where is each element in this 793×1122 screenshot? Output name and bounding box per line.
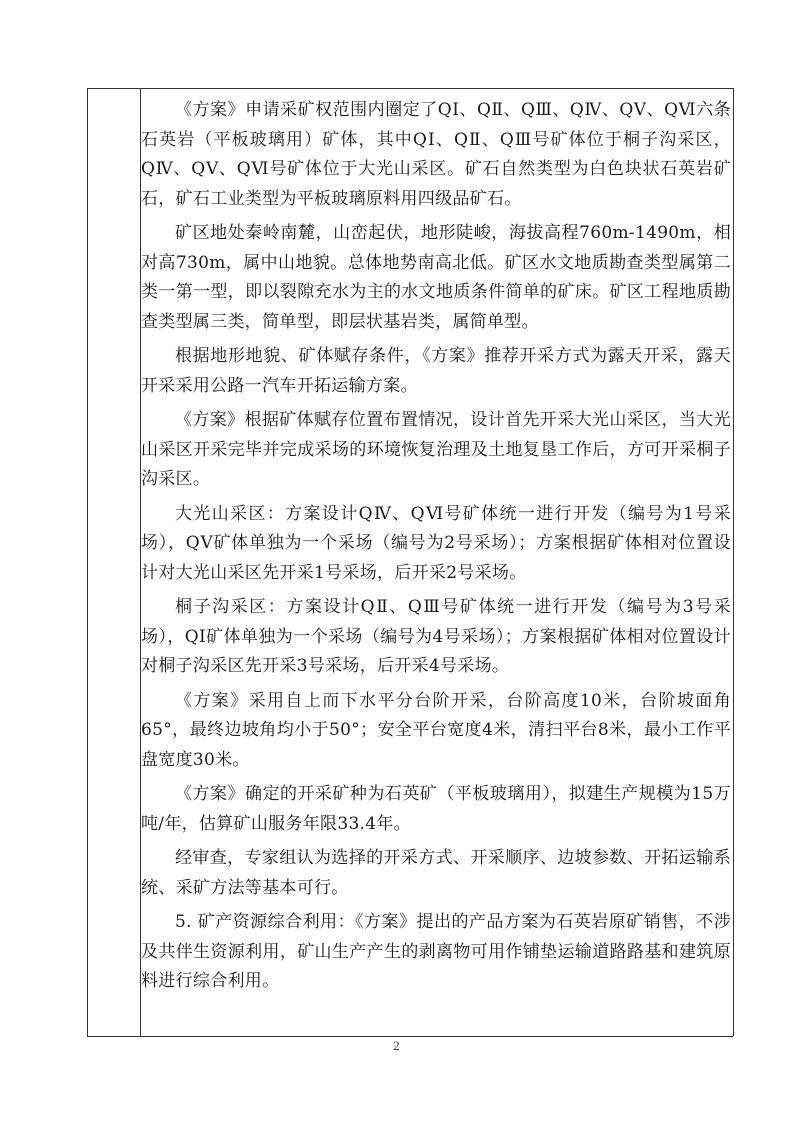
paragraph-tongzigou-area: 桐子沟采区：方案设计QⅡ、QⅢ号矿体统一进行开发（编号为3号采场），QⅠ矿体单独为一个采场（编号为4号采场）；方案根据矿体相对位置设计对桐子沟采区先开采3号采场，后开采4号采场。 bbox=[141, 597, 731, 676]
paragraph-mining-method: 根据地形地貌、矿体赋存条件，《方案》推荐开采方式为露天开采，露天开采采用公路一汽车开拓运输方案。 bbox=[141, 346, 731, 396]
paragraph-production-scale: 《方案》确定的开采矿种为石英矿（平板玻璃用），拟建生产规模为15万吨/年，估算矿山服务年限33.4年。 bbox=[141, 784, 731, 834]
paragraph-ore-bodies: 《方案》申请采矿权范围内圈定了QⅠ、QⅡ、QⅢ、QⅣ、QⅤ、QⅥ六条石英岩（平板玻璃用）矿体，其中QⅠ、QⅡ、QⅢ号矿体位于桐子沟采区，QⅣ、QⅤ、QⅥ号矿体位于大光山采区。矿石自然类型为白色块状石英岩矿石，矿石工业类型为平板玻璃原料用四级品矿石。 bbox=[141, 100, 731, 209]
document-body bbox=[141, 96, 731, 1002]
table-left-border bbox=[87, 88, 88, 1036]
paragraph-mining-sequence: 《方案》根据矿体赋存位置布置情况，设计首先开采大光山采区，当大光山采区开采完毕并完成采场的环境恢复治理及土地复垦工作后，方可开采桐子沟采区。 bbox=[141, 410, 731, 489]
table-bottom-border bbox=[87, 1036, 733, 1037]
table-top-border bbox=[87, 88, 733, 89]
page-number: 2 bbox=[393, 1038, 400, 1053]
paragraph-bench-parameters: 《方案》采用自上而下水平分台阶开采，台阶高度10米，台阶坡面角65°，最终边坡角均小于50°；安全平台宽度4米，清扫平台8米，最小工作平盘宽度30米。 bbox=[141, 690, 731, 770]
paragraph-mining-area-geology: 矿区地处秦岭南麓，山峦起伏，地形陡峻，海拔高程760m-1490m，相对高730m，属中山地貌。总体地势南高北低。矿区水文地质勘查类型属第二类一第一型，即以裂隙充水为主的水文地质条件简单的矿床。矿区工程地质勘查类型属三类，简单型，即层状基岩类，属简单型。 bbox=[141, 223, 731, 332]
paragraph-daguangshan-area: 大光山采区：方案设计QⅣ、QⅥ号矿体统一进行开发（编号为1号采场），QⅤ矿体单独为一个采场（编号为2号采场）；方案根据矿体相对位置设计对大光山采区先开采1号采场，后开采2号采场。 bbox=[141, 503, 731, 583]
paragraph-resource-utilization: 5. 矿产资源综合利用：《方案》提出的产品方案为石英岩原矿销售，不涉及共伴生资源利用，矿山生产产生的剥离物可用作铺垫运输道路路基和建筑原料进行综合利用。 bbox=[141, 912, 731, 991]
paragraph-review-conclusion: 经审查，专家组认为选择的开采方式、开采顺序、边坡参数、开拓运输系统、采矿方法等基本可行。 bbox=[141, 848, 731, 898]
table-right-border bbox=[733, 88, 734, 1036]
